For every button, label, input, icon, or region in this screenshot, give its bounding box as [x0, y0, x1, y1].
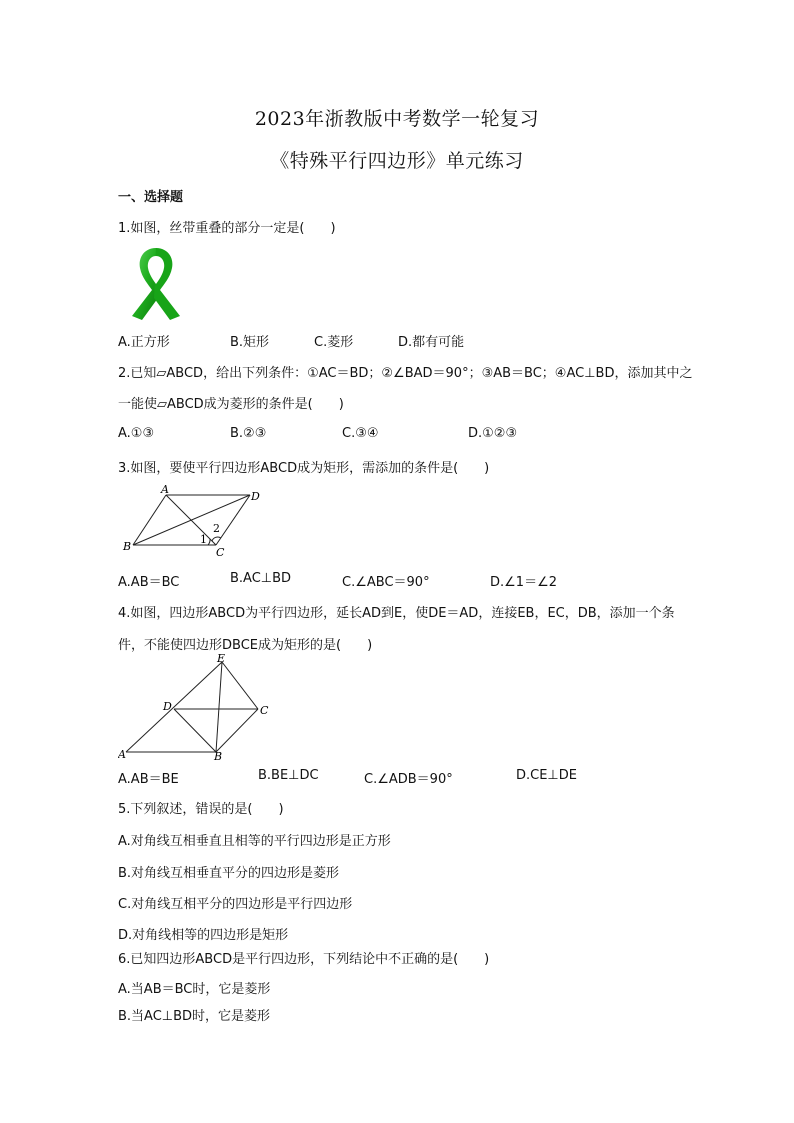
document-title: 2023年浙教版中考数学一轮复习: [254, 108, 540, 130]
question-3-options: [118, 571, 718, 589]
question-3-option-b: B.AC⊥BD: [230, 571, 292, 586]
question-2-option-d: D.①②③: [468, 426, 518, 441]
question-5-option-a: A.对角线互相垂直且相等的平行四边形是正方形: [118, 834, 391, 849]
question-2-option-b: B.②③: [230, 426, 267, 441]
label-d: D: [163, 700, 172, 713]
document-subtitle: 《特殊平行四边形》单元练习: [270, 150, 524, 172]
label-c: C: [260, 704, 269, 717]
question-2-option-a: A.①③: [118, 426, 155, 441]
label-b: B: [123, 540, 132, 553]
question-3-option-a: A.AB＝BC: [118, 575, 180, 590]
label-angle-2: 2: [213, 522, 220, 535]
question-5-option-c: C.对角线互相平分的四边形是平行四边形: [118, 897, 353, 912]
question-6-option-a: A.当AB＝BC时，它是菱形: [118, 982, 271, 997]
question-3-option-d: D.∠1＝∠2: [490, 575, 557, 590]
question-5-stem: 5.下列叙述，错误的是( ): [118, 802, 284, 817]
question-1-stem: 1.如图，丝带重叠的部分一定是( ): [118, 221, 336, 236]
question-4-stem-line1: 4.如图，四边形ABCD为平行四边形，延长AD到E，使DE＝AD，连接EB，EC，DB，添加一个条: [118, 606, 675, 621]
question-4-option-d: D.CE⊥DE: [516, 768, 577, 783]
question-4-stem-line2: 件，不能使四边形DBCE成为矩形的是( ): [118, 638, 373, 653]
question-2-options: [118, 426, 718, 444]
question-4-option-a: A.AB＝BE: [118, 772, 179, 787]
question-1-option-a: A.正方形: [118, 335, 170, 350]
question-3-option-c: C.∠ABC＝90°: [342, 575, 430, 590]
question-4-option-b: B.BE⊥DC: [258, 768, 319, 783]
question-2-stem-line1: 2.已知▱ABCD，给出下列条件：①AC＝BD；②∠BAD＝90°；③AB＝BC；④AC⊥BD，添加其中之: [118, 366, 693, 381]
angle-1-arc: [208, 539, 210, 545]
segment-eb: [216, 662, 222, 752]
question-2-stem-line2: 一能使▱ABCD成为菱形的条件是( ): [118, 397, 344, 412]
segment-ae: [126, 662, 222, 752]
label-angle-1: 1: [200, 533, 207, 546]
question-1-option-d: D.都有可能: [398, 335, 465, 350]
label-c: C: [216, 546, 225, 559]
question-5-option-b: B.对角线互相垂直平分的四边形是菱形: [118, 866, 340, 881]
question-1-options: [118, 331, 718, 349]
section-heading: 一、选择题: [118, 190, 184, 205]
ribbon-figure: [126, 244, 186, 322]
segment-bc: [216, 709, 258, 752]
question-1-option-c: C.菱形: [314, 335, 354, 350]
question-2-option-c: C.③④: [342, 426, 379, 441]
quadrilateral-figure: [118, 652, 278, 760]
question-1-option-b: B.矩形: [230, 335, 270, 350]
segment-db: [174, 709, 216, 752]
question-3-stem: 3.如图，要使平行四边形ABCD成为矩形，需添加的条件是( ): [118, 461, 490, 476]
label-a: A: [161, 483, 169, 496]
question-4-options: [118, 768, 718, 786]
label-b: B: [214, 750, 223, 760]
label-a: A: [118, 748, 126, 760]
parallelogram-figure: [118, 482, 268, 560]
question-5-option-d: D.对角线相等的四边形是矩形: [118, 928, 289, 943]
label-d: D: [251, 490, 260, 503]
segment-ec: [222, 662, 258, 709]
question-6-option-b: B.当AC⊥BD时，它是菱形: [118, 1009, 271, 1024]
question-6-stem: 6.已知四边形ABCD是平行四边形，下列结论中不正确的是( ): [118, 952, 490, 967]
label-e: E: [217, 652, 226, 665]
question-4-option-c: C.∠ADB＝90°: [364, 772, 453, 787]
